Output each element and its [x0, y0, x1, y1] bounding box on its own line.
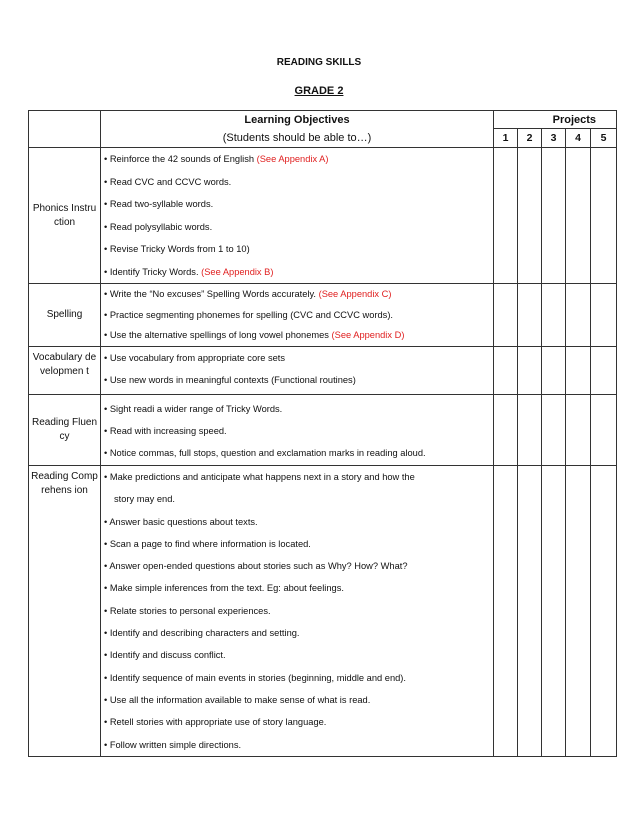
project-check-cell — [566, 148, 591, 284]
objective-text: • Retell stories with appropriate use of story language. — [104, 717, 327, 728]
category-cell: Spelling — [29, 284, 101, 347]
header-objectives-cell — [101, 111, 494, 148]
objective-item — [104, 261, 493, 284]
objective-item — [104, 511, 493, 533]
objective-text: • Use vocabulary from appropriate core sets — [104, 353, 286, 363]
project-check-cell — [494, 284, 518, 347]
appendix-reference: (See Appendix B) — [201, 266, 274, 277]
project-check-cell — [518, 395, 542, 466]
appendix-reference: (See Appendix D) — [331, 330, 405, 340]
project-check-cell — [566, 466, 591, 757]
objectives-table — [28, 110, 617, 757]
objective-item — [104, 667, 493, 689]
objective-text: • Follow written simple directions. — [104, 739, 242, 750]
grade-heading: GRADE 2 — [294, 85, 344, 97]
objectives-cell — [101, 284, 494, 347]
section-row — [29, 284, 617, 347]
objective-item — [104, 555, 493, 577]
objective-text: story may end. — [114, 494, 175, 505]
project-check-cell — [518, 148, 542, 284]
objective-text: • Use the alternative spellings of long vowel phonemes — [104, 330, 332, 340]
project-number: 3 — [542, 129, 566, 148]
objective-text: • Scan a page to find where information is located. — [104, 538, 311, 549]
objective-text: • Revise Tricky Words from 1 to 10) — [104, 244, 250, 254]
objective-item — [104, 284, 493, 305]
objective-item — [104, 577, 493, 599]
section-row — [29, 466, 617, 757]
objective-text: • Identify and describing characters and setting. — [104, 628, 300, 639]
objective-text: • Sight readi a wider range of Tricky Words. — [104, 404, 283, 414]
objective-item — [104, 398, 493, 420]
objective-item — [104, 442, 493, 464]
objective-text: • Identify sequence of main events in stories (beginning, middle and end). — [104, 672, 406, 683]
project-check-cell — [591, 284, 617, 347]
project-check-cell — [494, 466, 518, 757]
objective-item — [104, 488, 493, 510]
objective-item — [104, 466, 493, 488]
objectives-cell — [101, 395, 494, 466]
objectives-cell — [101, 347, 494, 395]
objective-text: • Relate stories to personal experiences. — [104, 605, 271, 616]
page-title: READING SKILLS — [276, 57, 362, 68]
project-number: 2 — [518, 129, 542, 148]
objective-text: • Write the “No excuses” Spelling Words accurately. — [104, 289, 319, 299]
category-cell: Vocabulary developmen t — [29, 347, 101, 395]
objective-text: • Answer open-ended questions about stories such as Why? How? What? — [104, 561, 408, 572]
project-number: 1 — [494, 129, 518, 148]
objective-text: • Identify and discuss conflict. — [104, 650, 226, 661]
objective-item — [104, 369, 493, 391]
project-check-cell — [542, 148, 566, 284]
objective-text: • Practice segmenting phonemes for spelling (CVC and CCVC words). — [104, 309, 393, 320]
project-number: 4 — [566, 129, 591, 148]
objective-item — [104, 193, 493, 216]
objective-item — [104, 734, 493, 756]
project-check-cell — [542, 284, 566, 347]
project-check-cell — [542, 347, 566, 395]
objective-item — [104, 689, 493, 711]
objective-text: • Make simple inferences from the text. Eg: about feelings. — [104, 583, 344, 594]
objective-item — [104, 644, 493, 666]
category-cell: Reading Comprehens ion — [29, 466, 101, 757]
project-check-cell — [518, 284, 542, 347]
category-cell: Reading Fluency — [29, 395, 101, 466]
project-check-cell — [566, 395, 591, 466]
objectives-subtitle: (Students should be able to…) — [222, 132, 372, 144]
objective-text: • Notice commas, full stops, question and exclamation marks in reading aloud. — [104, 448, 426, 458]
project-check-cell — [494, 395, 518, 466]
project-number: 5 — [591, 129, 617, 148]
objective-text: • Read with increasing speed. — [104, 426, 227, 436]
project-check-cell — [542, 466, 566, 757]
objective-item — [104, 600, 493, 622]
objective-text: • Make predictions and anticipate what happens next in a story and how the — [104, 472, 415, 482]
objective-item — [104, 325, 493, 346]
appendix-reference: (See Appendix C) — [318, 289, 392, 299]
objective-item — [104, 148, 493, 171]
objective-item — [104, 711, 493, 733]
project-check-cell — [591, 347, 617, 395]
objective-text: • Reinforce the 42 sounds of English — [104, 154, 257, 164]
project-check-cell — [494, 347, 518, 395]
objective-text: • Read CVC and CCVC words. — [104, 176, 232, 187]
project-check-cell — [591, 148, 617, 284]
objective-text: • Identify Tricky Words. — [104, 266, 202, 277]
objective-item — [104, 622, 493, 644]
category-cell: Phonics Instruction — [29, 148, 101, 284]
objective-item — [104, 305, 493, 326]
project-check-cell — [542, 395, 566, 466]
objective-text: • Read two-syllable words. — [104, 199, 214, 209]
project-check-cell — [566, 347, 591, 395]
objectives-title: Learning Objectives — [244, 114, 350, 126]
objective-text: • Use new words in meaningful contexts (Functional routines) — [104, 375, 356, 385]
objective-text: • Answer basic questions about texts. — [104, 516, 258, 527]
objective-item — [104, 238, 493, 261]
section-row — [29, 395, 617, 466]
project-check-cell — [591, 395, 617, 466]
objective-item — [104, 533, 493, 555]
project-check-cell — [566, 284, 591, 347]
objective-item — [104, 420, 493, 442]
objective-item — [104, 347, 493, 369]
project-check-cell — [518, 466, 542, 757]
header-category-cell — [29, 111, 101, 148]
project-check-cell — [518, 347, 542, 395]
project-check-cell — [494, 148, 518, 284]
objective-text: • Read polysyllabic words. — [104, 221, 213, 232]
objective-item — [104, 216, 493, 239]
section-row — [29, 148, 617, 284]
objective-item — [104, 171, 493, 194]
project-check-cell — [591, 466, 617, 757]
objectives-cell — [101, 466, 494, 757]
section-row — [29, 347, 617, 395]
objectives-body — [29, 148, 617, 757]
appendix-reference: (See Appendix A) — [256, 154, 329, 164]
objective-text: • Use all the information available to make sense of what is read. — [104, 694, 371, 705]
projects-header: Projects — [494, 111, 617, 129]
objectives-cell — [101, 148, 494, 284]
